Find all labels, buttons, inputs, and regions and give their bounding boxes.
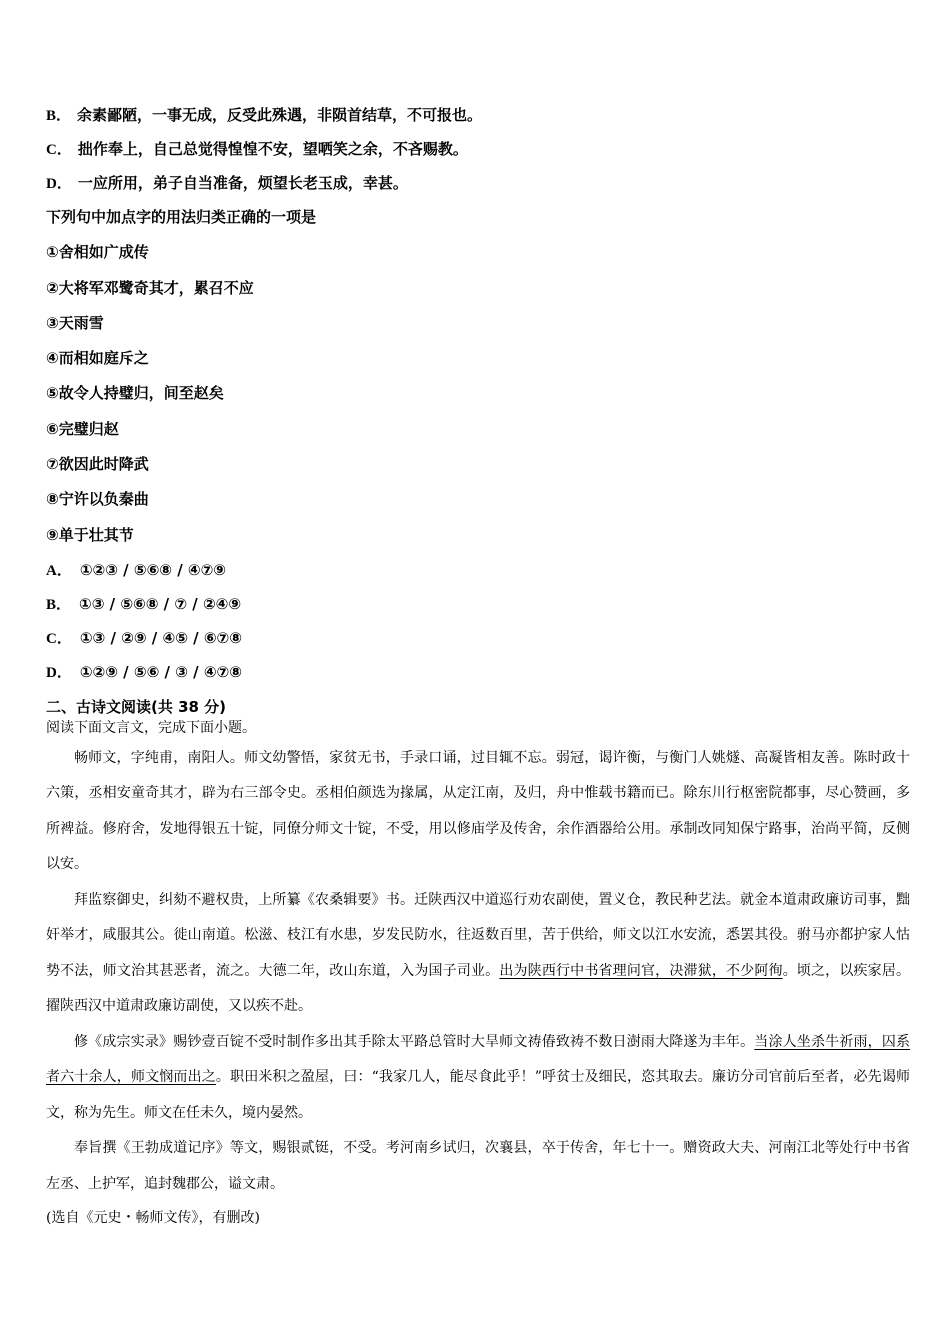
- passage-text: 。职田米积之盈屋，曰：“我家几人，能尽食此乎！”呼贫士及细民，恣其取去。廉访分司官前后至者，必先谒师文，称为先生。师文在任未久，境内晏然。: [46, 1069, 910, 1121]
- choice-text: ①②③ / ⑤⑥⑧ / ④⑦⑨: [79, 560, 226, 579]
- passage-text: 。顷之，以疾家居。擢陕西汉中道肃政廉访副使，又以疾不赴。: [46, 962, 911, 1015]
- question-item: ⑨单于壮其节: [46, 525, 134, 544]
- option-d[interactable]: [46, 166, 910, 200]
- question-item: ②大将军邓鹭奇其才，累召不应: [46, 278, 254, 297]
- underlined-sentence: 出为陕西行中书省理问官，决滞狱，不少阿徇: [499, 962, 783, 979]
- choice-letter: A．: [46, 562, 72, 579]
- question-item: ⑧宁许以负秦曲: [46, 490, 149, 509]
- choice-a[interactable]: [46, 553, 910, 587]
- question-item: ⑦欲因此时降武: [46, 455, 149, 474]
- choice-letter: B．: [46, 596, 72, 613]
- choice-d[interactable]: [46, 655, 910, 689]
- option-text: 余素鄙陋，一事无成，反受此殊遇，非陨首结草，不可报也。: [77, 106, 483, 124]
- choice-text: ①③ / ⑤⑥⑧ / ⑦ / ②④⑨: [79, 594, 242, 613]
- passage-text: 修《成宗实录》赐钞壹百锭不受时制作多出其手除太平路总管时大旱师文祷偆致祷不数日澍雨大降遂为丰年。: [74, 1033, 755, 1050]
- passage-paragraph-2: [46, 883, 910, 1025]
- question-item: ⑥完璧归赵: [46, 419, 119, 438]
- option-letter: C．: [46, 142, 72, 158]
- option-letter: B．: [46, 108, 72, 124]
- section-instruction: 阅读下面文言文，完成下面小题。: [46, 719, 256, 736]
- choice-text: ①③ / ②⑨ / ④⑤ / ⑥⑦⑧: [79, 628, 242, 647]
- question-item: ④而相如庭斥之: [46, 349, 149, 368]
- question-item: ③天雨雪: [46, 313, 104, 332]
- choice-letter: D．: [46, 664, 72, 681]
- option-text: 一应所用，弟子自当准备，烦望长老玉成，幸甚。: [77, 174, 408, 192]
- question-item: ①舍相如广成传: [46, 243, 149, 262]
- question-block: [46, 200, 910, 689]
- underlined-sentence: 当涂人坐杀牛祈雨，囚系者六十余人，师文悯而出之: [46, 1033, 911, 1086]
- option-letter: D．: [46, 176, 72, 192]
- option-b[interactable]: [46, 98, 910, 132]
- passage-paragraph-4: 奉旨撰《王勃成道记序》等文，赐银贰铤，不受。考河南乡试归，次襄县，卒于传舍，年七十一。赠资政大夫、河南江北等处行中书省左丞、上护军，追封魏郡公，谥文肃。: [46, 1140, 910, 1192]
- option-text: 拙作奉上，自己总觉得惶惶不安，望哂笑之余，不吝赐教。: [77, 140, 468, 158]
- passage-text: 拜监察御史，纠劾不避权贵，上所纂《农桑辑要》书。迁陕西汉中道巡行劝农副使，置义仓，教民种艺法。就金本道肃政廉访司事，黜奸举才，咸服其公。徙山南道。松滋、枝江有水患，岁发民防水，往返数百里，苦于供给，师文以江水安流，悉罢其役。驸马亦都护家人怙势不法，师文治其甚恶者，流之。大德二年，改山东道，入为国子司业。: [46, 891, 910, 979]
- passage-paragraph-3: [46, 1025, 910, 1132]
- passage-source: (选自《元史・畅师文传》，有删改): [46, 1210, 260, 1227]
- choice-c[interactable]: [46, 621, 910, 655]
- passage-paragraph-1: 畅师文，字纯甫，南阳人。师文幼警悟，家贫无书，手录口诵，过目辄不忘。弱冠，谒许衡，与衡门人姚燧、高凝皆相友善。陈时政十六策，丞相安童奇其才，辟为右三部令史。丞相伯颜选为掾属，从定江南，及归，舟中惟载书籍而已。除东川行枢密院都事，尽心赞画，多所裨益。修府舍，发地得银五十锭，同僚分师文十锭，不受，用以修庙学及传舍，余作酒器给公用。承制改同知保宁路事，治尚平简，反侧以安。: [46, 749, 910, 873]
- choice-letter: C．: [46, 630, 72, 647]
- question-stem: 下列句中加点字的用法归类正确的一项是: [46, 208, 317, 226]
- choice-b[interactable]: [46, 587, 910, 621]
- previous-question-options: [46, 98, 910, 200]
- document-page: [46, 98, 910, 1234]
- choice-text: ①②⑨ / ⑤⑥ / ③ / ④⑦⑧: [79, 662, 242, 681]
- classical-passage: [46, 741, 910, 1235]
- option-c[interactable]: [46, 132, 910, 166]
- section-title: 二、古诗文阅读(共 38 分): [46, 697, 227, 716]
- question-item: ⑤故令人持璧归，间至赵矣: [46, 384, 224, 403]
